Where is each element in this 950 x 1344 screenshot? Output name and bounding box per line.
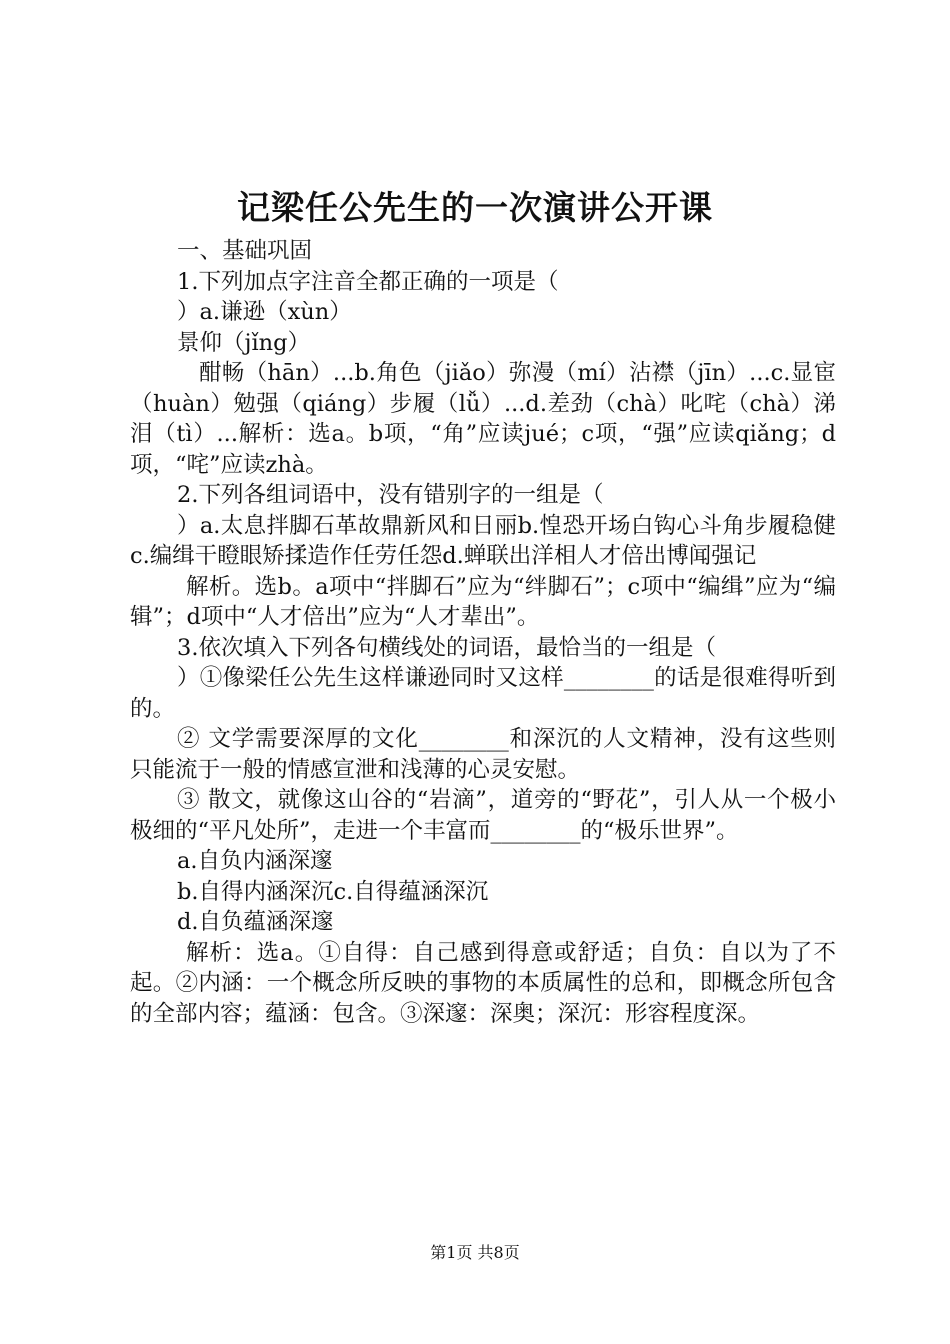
document-body bbox=[130, 236, 836, 1029]
question-3-option-a: a.自负内涵深邃 bbox=[177, 848, 333, 874]
document-title: 记梁任公先生的一次演讲公开课 bbox=[237, 188, 713, 227]
question-1-option-a-cont: 景仰（jǐng） bbox=[177, 329, 311, 356]
page-number: 第1页 共8页 bbox=[430, 1243, 520, 1262]
question-2-prompt: 2.下列各组词语中，没有错别字的一组是（ bbox=[177, 482, 604, 508]
question-2-answer: 解析。选b。a项中“拌脚石”应为“绊脚石”；c项中“编缉”应为“编辑”；d项中“人才倍出”应为“人才辈出”。 bbox=[130, 573, 836, 630]
question-2-options: ）a.太息拌脚石革故鼎新风和日丽b.惶恐开场白钩心斗角步履稳健c.编缉干瞪眼矫揉造作任劳任怨d.蝉联出洋相人才倍出博闻强记 bbox=[130, 512, 836, 569]
question-3-sentence-2: ② 文学需要深厚的文化________和深沉的人文精神，没有这些则只能流于一般的情感宣泄和浅薄的心灵安慰。 bbox=[130, 726, 836, 783]
question-3-option-d: d.自负蕴涵深邃 bbox=[177, 909, 334, 935]
section-heading: 一、基础巩固 bbox=[177, 238, 313, 264]
question-1-prompt: 1.下列加点字注音全都正确的一项是（ bbox=[177, 268, 559, 295]
question-1-options-and-answer: 酣畅（hān）...b.角色（jiǎo）弥漫（mí）沾襟（jīn）...c.显宦（huàn）勉强（qiáng）步履（lǚ）...d.差劲（chà）叱咤（chà）涕泪（tì）...解析：选a。b项，“角”应读jué；c项，“强”应读qiǎng；d项，“咤”应读zhà。 bbox=[130, 360, 836, 478]
question-3-options-b-c: b.自得内涵深沉c.自得蕴涵深沉 bbox=[177, 878, 489, 905]
question-3-sentence-1: ）①像梁任公先生这样谦逊同时又这样________的话是很难得听到的。 bbox=[130, 665, 836, 722]
question-3-sentence-3: ③ 散文，就像这山谷的“岩滴”，道旁的“野花”，引人从一个极小极细的“平凡处所”，走进一个丰富而________的“极乐世界”。 bbox=[130, 787, 836, 844]
question-3-prompt: 3.依次填入下列各句横线处的词语，最恰当的一组是（ bbox=[177, 634, 716, 661]
question-1-option-a: ）a.谦逊（xùn） bbox=[177, 299, 352, 325]
question-3-answer: 解析：选a。①自得：自己感到得意或舒适；自负：自以为了不起。②内涵：一个概念所反映的事物的本质属性的总和，即概念所包含的全部内容；蕴涵：包含。③深邃：深奥；深沉：形容程度深。 bbox=[130, 939, 836, 1027]
